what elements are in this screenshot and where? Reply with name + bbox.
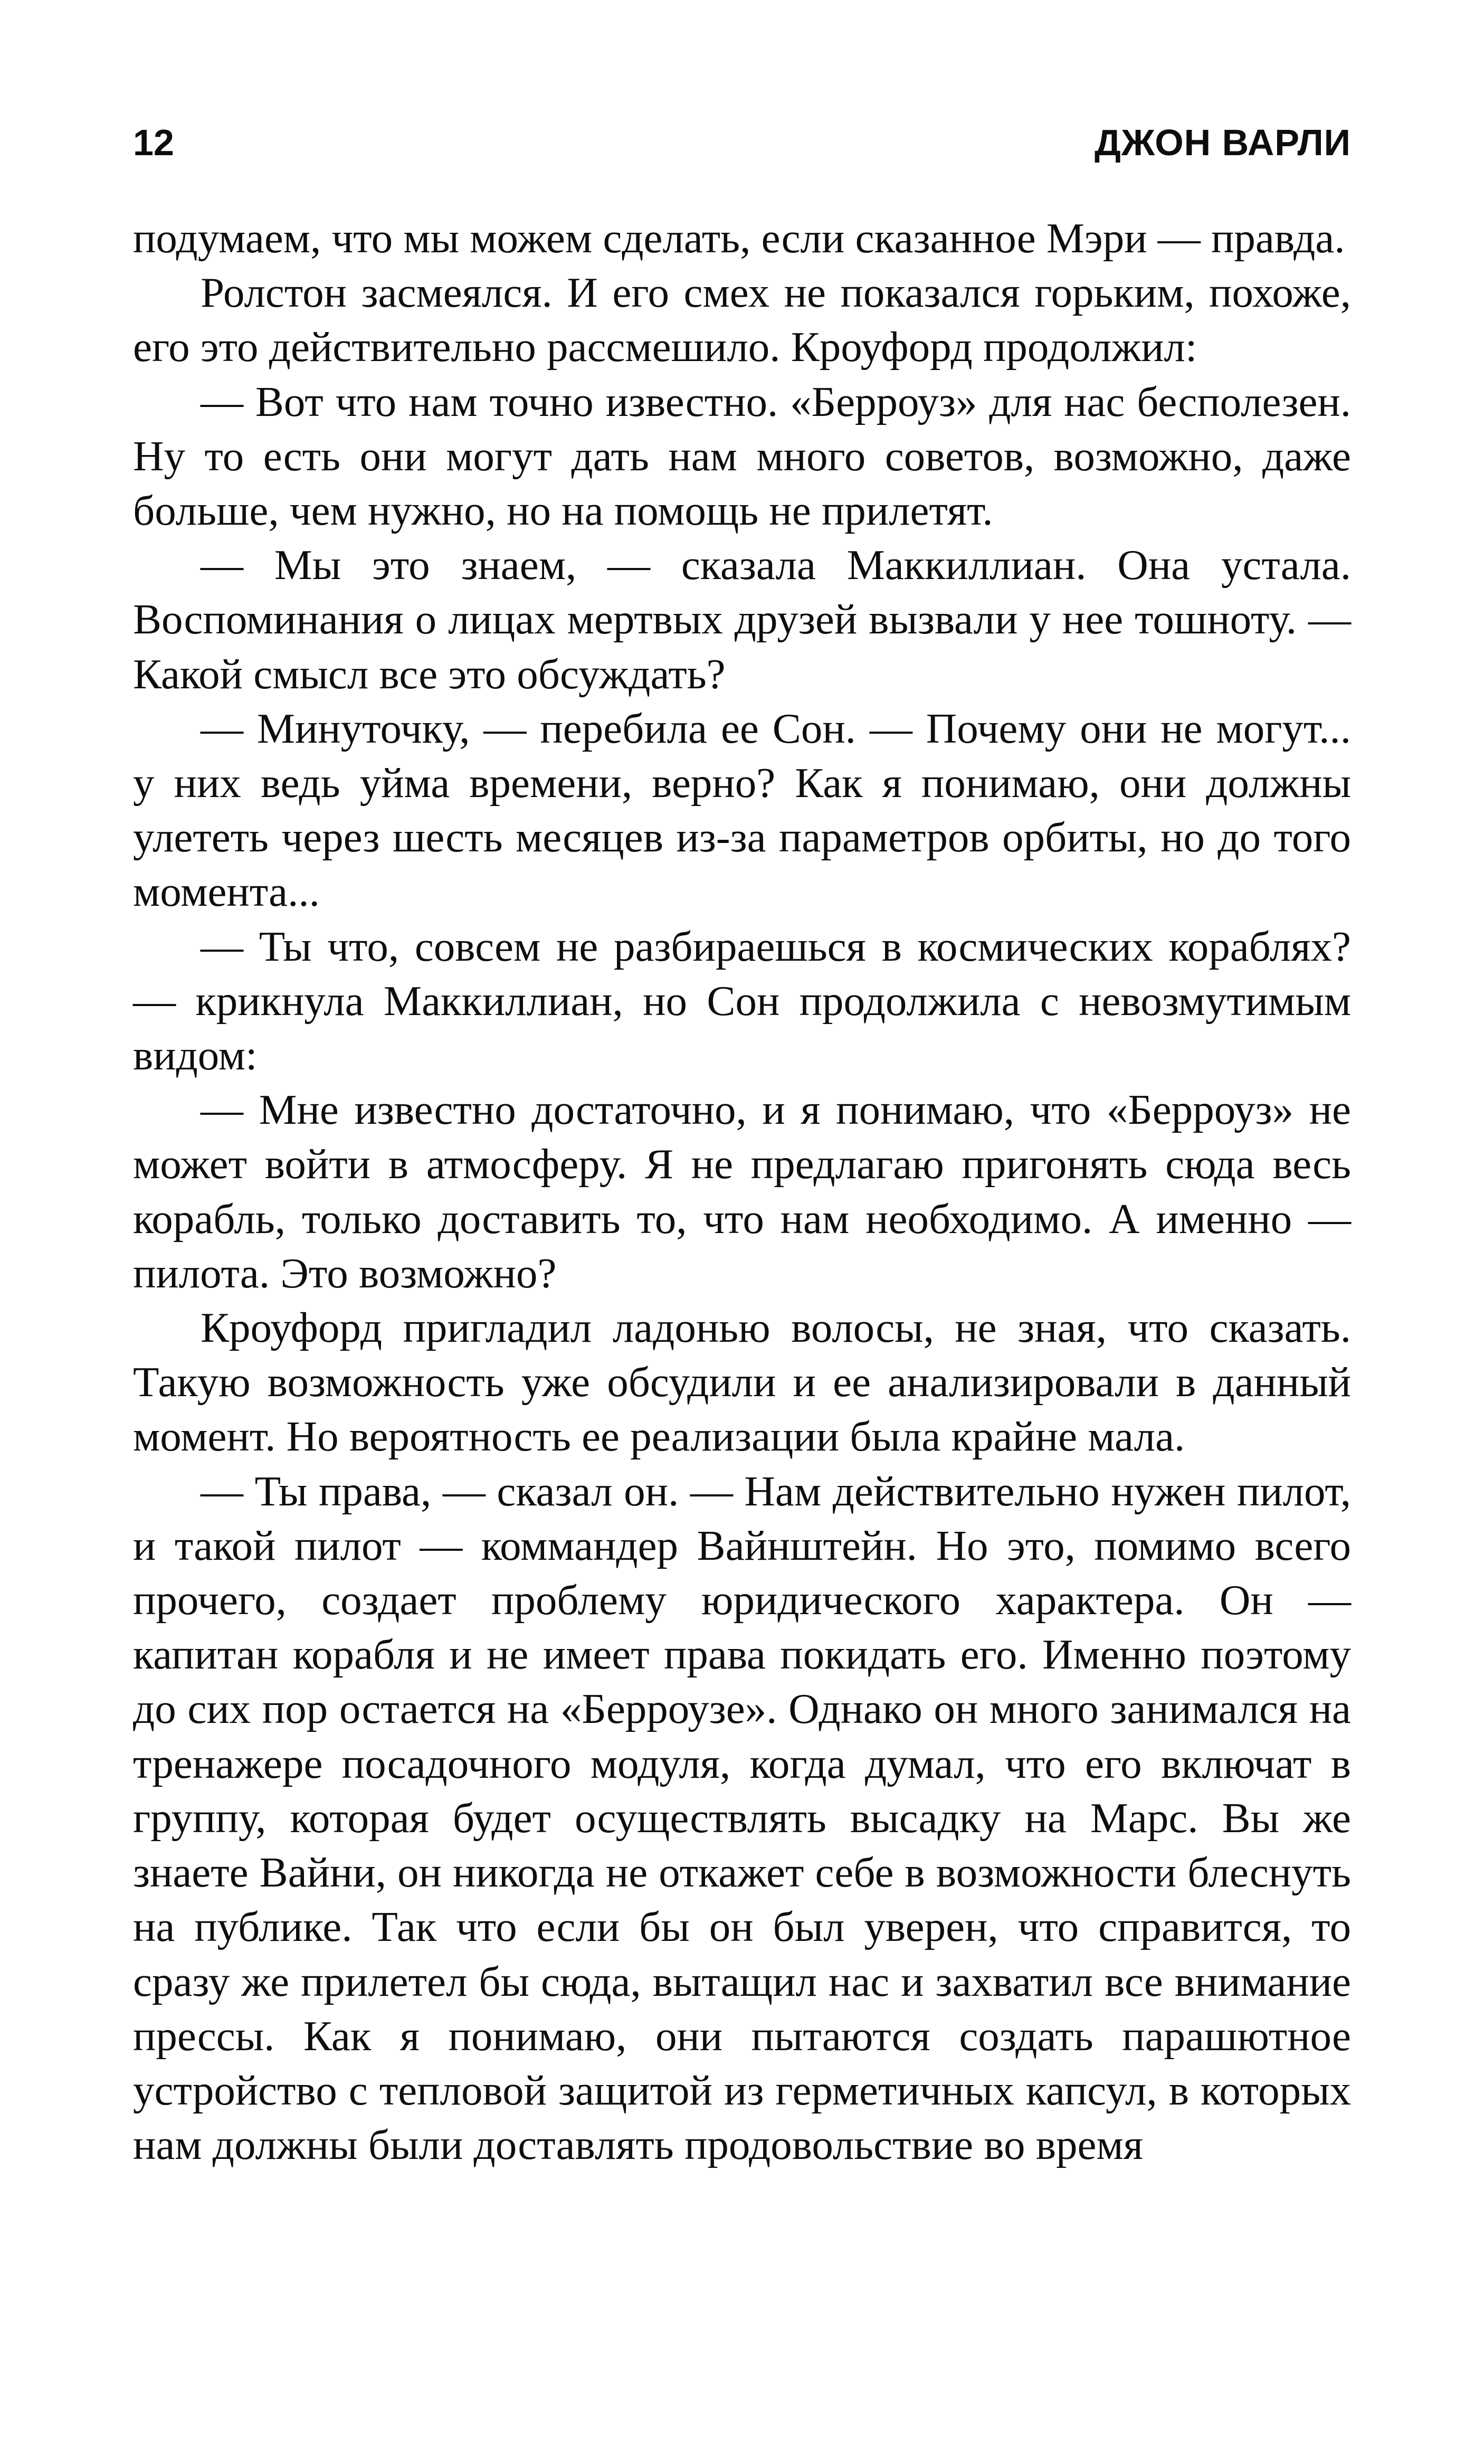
paragraph: — Мы это знаем, — сказала Маккиллиан. Она устала. Воспоминания о лицах мертвых друзей вызвали у нее тошноту. — Какой смысл все это обсуждать? [133, 541, 1351, 698]
paragraph: — Мне известно достаточно, и я понимаю, что «Берроуз» не может войти в атмосферу. Я не предлагаю пригонять сюда весь корабль, только доставить то, что нам необходимо. А именно — пилота. Это возможно? [133, 1086, 1351, 1297]
paragraph: — Ты права, — сказал он. — Нам действительно нужен пилот, и такой пилот — коммандер Вайнштейн. Но это, помимо всего прочего, создает проблему юридического характера. Он — капитан корабля и не имеет права покидать его. Именно поэтому до сих пор остается на «Берроузе». Однако он много занимался на тренажере посадочного модуля, когда думал, что его включат в группу, которая будет осуществлять высадку на Марс. Вы же знаете Вайни, он никогда не откажет себе в возможности блеснуть на публике. Так что если бы он был уверен, что справится, то сразу же прилетел бы сюда, вытащил нас и захватил все внимание прессы. Как я понимаю, они пытаются создать парашютное устройство с тепловой защитой из герметичных капсул, в которых нам должны были доставлять продовольствие во время [133, 1467, 1351, 2169]
paragraph: — Минуточку, — перебила ее Сон. — Почему они не могут... у них ведь уйма времени, верно? Как я понимаю, они должны улететь через шесть месяцев из-за параметров орбиты, но до того момента... [133, 704, 1351, 916]
page-number: 12 [133, 122, 174, 163]
running-head [133, 111, 1351, 174]
paragraph: — Ты что, совсем не разбираешься в космических кораблях? — крикнула Маккиллиан, но Сон продолжила с невозмутимым видом: [133, 922, 1351, 1079]
text-body [133, 211, 1351, 2172]
paragraph: Ролстон засмеялся. И его смех не показался горьким, похоже, его это действительно рассмешило. Кроуфорд продолжил: [133, 269, 1351, 371]
paragraph: подумаем, что мы можем сделать, если сказанное Мэри — правда. [133, 214, 1345, 262]
running-head-author: ДЖОН ВАРЛИ [1095, 122, 1351, 163]
paragraph: Кроуфорд пригладил ладонью волосы, не зная, что сказать. Такую возможность уже обсудили и ее анализировали в данный момент. Но вероятность ее реализации была крайне мала. [133, 1304, 1351, 1461]
paragraph: — Вот что нам точно известно. «Берроуз» для нас бесполезен. Ну то есть они могут дать нам много советов, возможно, даже больше, чем нужно, но на помощь не прилетят. [133, 377, 1351, 535]
